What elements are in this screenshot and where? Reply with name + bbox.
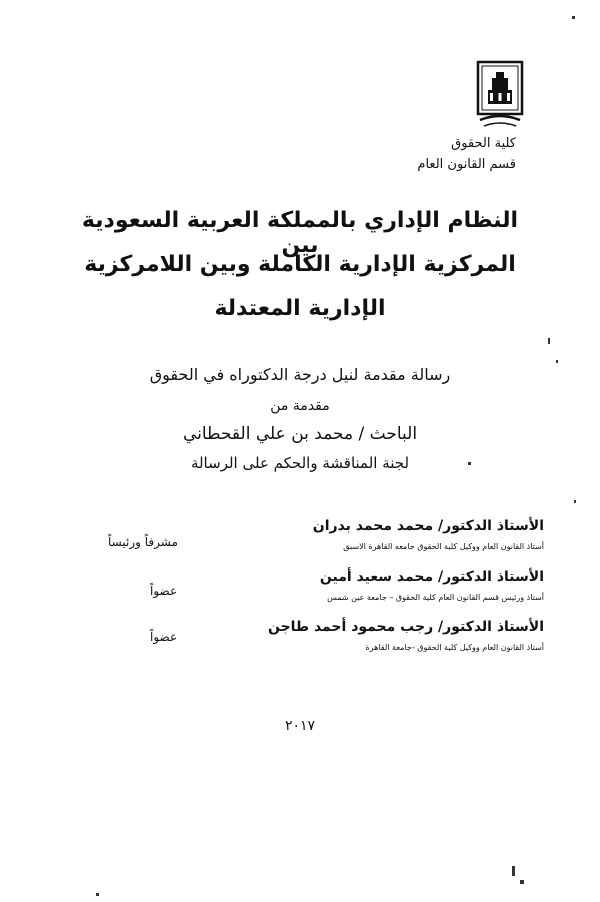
thesis-title-line-1: النظام الإداري بالمملكة العربية السعودية بين — [81, 208, 519, 258]
scan-speck — [512, 866, 515, 876]
researcher-name: الباحث / محمد بن علي القحطاني — [182, 424, 418, 444]
scan-speck — [548, 338, 550, 344]
scan-speck — [556, 360, 558, 363]
committee-member-position: أستاذ ورئيس قسم القانون العام كلية الحقوق – جامعة عين شمس — [327, 593, 544, 602]
presented-by-label: مقدمة من — [270, 398, 330, 414]
university-seal-icon — [472, 60, 528, 130]
scan-speck — [468, 462, 471, 465]
committee-member-position: أستاذ القانون العام ووكيل كلية الحقوق جامعه القاهرة الاسبق — [343, 542, 544, 551]
committee-member-role: عضواً — [150, 630, 178, 644]
thesis-title-line-2: المركزية الإدارية الكاملة وبين اللامركزية — [84, 252, 516, 277]
scan-speck — [96, 893, 99, 896]
committee-heading: لجنة المناقشة والحكم على الرسالة — [190, 454, 410, 472]
thesis-title-line-3: الإدارية المعتدلة — [214, 296, 386, 321]
year: ٢٠١٧ — [284, 718, 316, 734]
committee-member-role: عضواً — [150, 584, 178, 598]
thesis-subtitle: رسالة مقدمة لنيل درجة الدكتوراه في الحقوق — [149, 365, 451, 384]
scan-speck — [572, 16, 575, 19]
committee-member-name: الأستاذ الدكتور/ محمد سعيد أمين — [319, 569, 544, 585]
department-name: قسم القانون العام — [417, 157, 516, 172]
scan-speck — [520, 880, 524, 884]
committee-member-position: أستاذ القانون العام ووكيل كلية الحقوق -جامعة القاهرة — [365, 643, 544, 652]
scan-speck — [574, 500, 576, 503]
committee-member-name: الأستاذ الدكتور/ محمد محمد بدران — [312, 518, 544, 534]
committee-member-name: الأستاذ الدكتور/ رجب محمود أحمد طاجن — [267, 619, 544, 635]
faculty-name: كلية الحقوق — [451, 136, 516, 151]
committee-member-role: مشرفاً ورئيساً — [108, 535, 178, 549]
